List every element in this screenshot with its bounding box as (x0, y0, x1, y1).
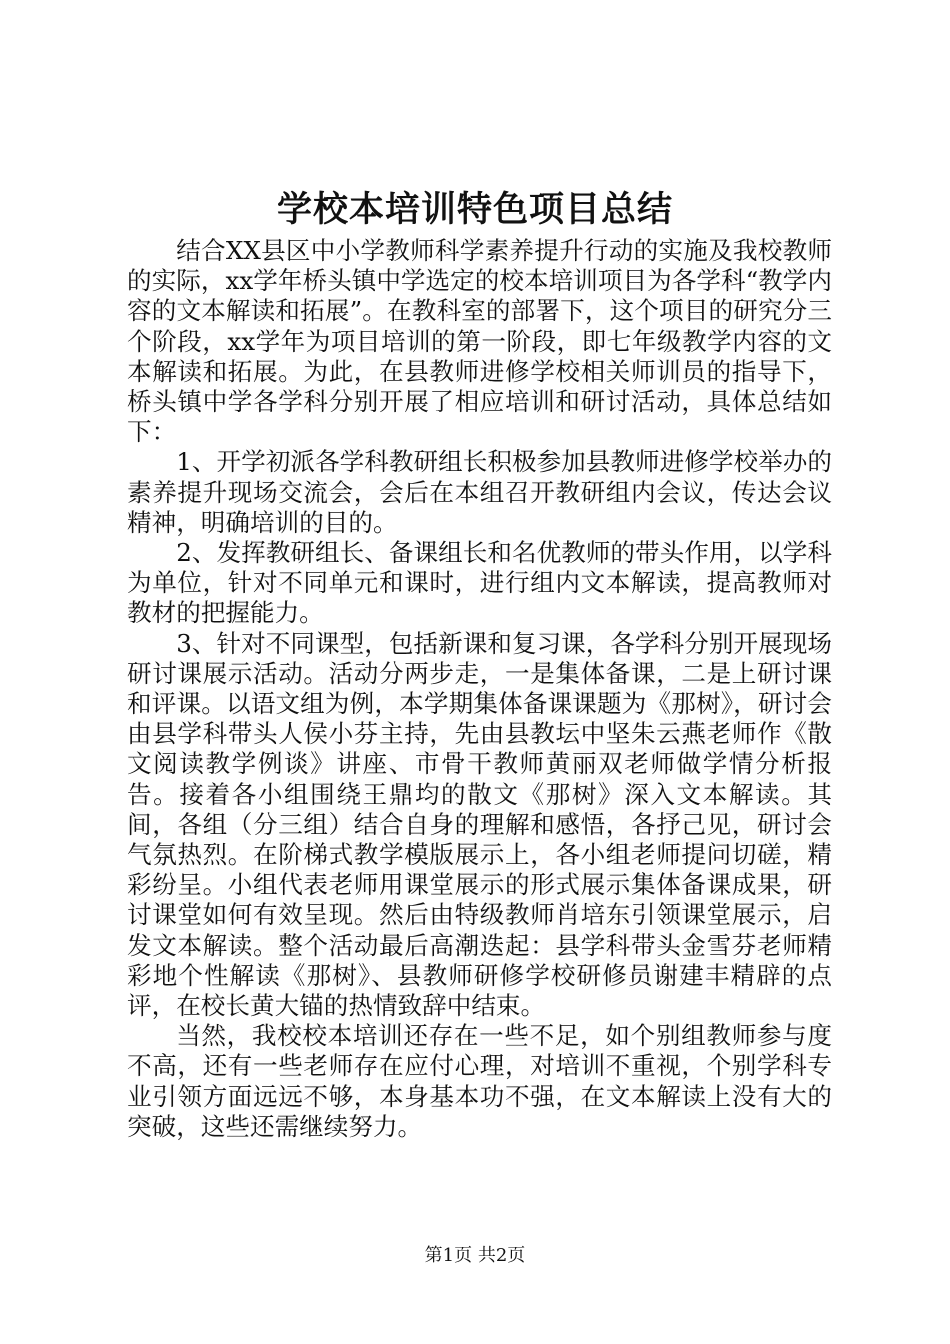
paragraph-item-2: 2、发挥教研组长、备课组长和名优教师的带头作用，以学科为单位，针对不同单元和课时，进行组内文本解读，提高教师对教材的把握能力。 (127, 538, 832, 628)
paragraph-item-3: 3、针对不同课型，包括新课和复习课，各学科分别开展现场研讨课展示活动。活动分两步走，一是集体备课，二是上研讨课和评课。以语文组为例，本学期集体备课课题为《那树》，研讨会由县学科带头人侯小芬主持，先由县教坛中坚朱云燕老师作《散文阅读教学例谈》讲座、市骨干教师黄丽双老师做学情分析报告。接着各小组围绕王鼎均的散文《那树》深入文本解读。其间，各组（分三组）结合自身的理解和感悟，各抒己见，研讨会气氛热烈。在阶梯式教学模版展示上，各小组老师提问切磋，精彩纷呈。小组代表老师用课堂展示的形式展示集体备课成果，研讨课堂如何有效呈现。然后由特级教师肖培东引领课堂展示，启发文本解读。整个活动最后高潮迭起：县学科带头金雪芬老师精彩地个性解读《那树》、县教师研修学校研修员谢建丰精辟的点评，在校长黄大锚的热情致辞中结束。 (127, 628, 832, 1021)
page-number-footer: 第1页 共2页 (424, 1245, 526, 1266)
paragraph-intro: 结合XX县区中小学教师科学素养提升行动的实施及我校教师的实际，xx学年桥头镇中学选定的校本培训项目为各学科“教学内容的文本解读和拓展”。在教科室的部署下，这个项目的研究分三个阶段，xx学年为项目培训的第一阶段，即七年级教学内容的文本解读和拓展。为此，在县教师进修学校相关师训员的指导下，桥头镇中学各学科分别开展了相应培训和研讨活动，具体总结如下： (127, 236, 832, 447)
paragraph-conclusion: 当然，我校校本培训还存在一些不足，如个别组教师参与度不高，还有一些老师存在应付心理，对培训不重视，个别学科专业引领方面远远不够，本身基本功不强，在文本解读上没有大的突破，这些还需继续努力。 (127, 1021, 832, 1141)
document-body (127, 236, 832, 1142)
paragraph-item-1: 1、开学初派各学科教研组长积极参加县教师进修学校举办的素养提升现场交流会，会后在本组召开教研组内会议，传达会议精神，明确培训的目的。 (127, 447, 832, 537)
document-title: 学校本培训特色项目总结 (276, 189, 673, 230)
